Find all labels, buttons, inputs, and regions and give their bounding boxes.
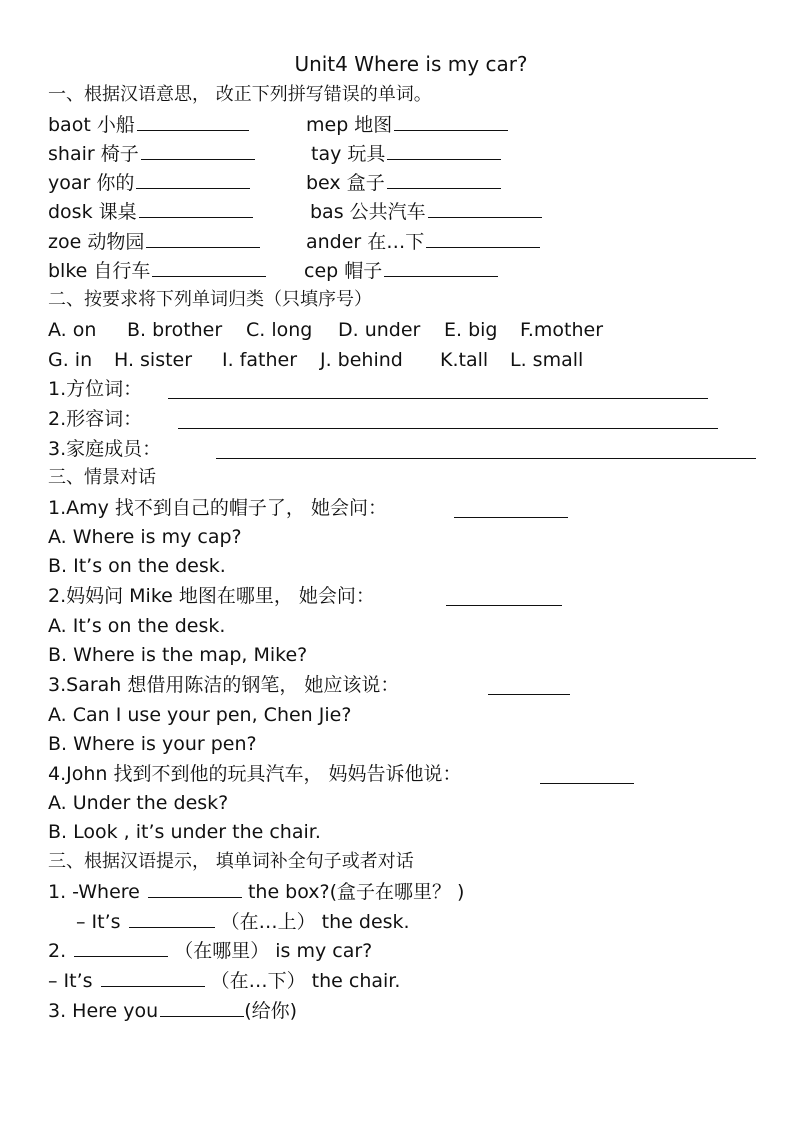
category-label: 1.方位词： [48, 378, 143, 400]
q3-option-b: B. Where is your pen? [48, 733, 257, 755]
q3-option-a: A. Can I use your pen, Chen Jie? [48, 704, 352, 726]
category-locative [48, 374, 142, 404]
fill-line-2 [76, 907, 410, 937]
spelling-item-baot: baot 小船 [48, 114, 135, 136]
spelling-row-5 [48, 227, 425, 257]
spelling-item-ander: ander 在…下 [306, 231, 425, 253]
category-label: 3.家庭成员： [48, 438, 162, 460]
spelling-item-bex: bex 盒子 [306, 172, 385, 194]
spelling-row-6 [48, 256, 383, 286]
spelling-item-shair: shair 椅子 [48, 143, 139, 165]
sentence-start: 2. [48, 940, 67, 962]
option-d: D. under [338, 319, 421, 341]
sentence-end: the box?(盒子在哪里？ ) [247, 881, 465, 903]
sentence-start: 3. Here you [48, 1000, 159, 1022]
fill-line-5 [48, 996, 297, 1026]
answer-blank[interactable] [428, 197, 542, 218]
answer-blank[interactable] [168, 378, 708, 399]
answer-blank[interactable] [101, 966, 205, 987]
section2-heading: 二、按要求将下列单词归类（只填序号） [48, 289, 372, 310]
q1-option-b: B. It’s on the desk. [48, 555, 226, 577]
answer-blank[interactable] [160, 996, 244, 1017]
dialogue-q3 [48, 670, 399, 700]
sentence-start: 1. -Where [48, 881, 140, 903]
answer-blank[interactable] [148, 877, 242, 898]
sentence-end: (给你) [244, 1000, 298, 1022]
option-c: C. long [246, 319, 313, 341]
option-b: B. brother [127, 319, 223, 341]
answer-blank[interactable] [387, 168, 501, 189]
option-i: I. father [222, 349, 298, 371]
answer-blank[interactable] [540, 763, 634, 784]
answer-blank[interactable] [488, 674, 570, 695]
spelling-item-mep: mep 地图 [306, 114, 393, 136]
answer-blank[interactable] [139, 197, 253, 218]
q1-option-a: A. Where is my cap? [48, 526, 242, 548]
section4-heading: 三、根据汉语提示， 填单词补全句子或者对话 [48, 851, 414, 872]
option-j: J. behind [320, 349, 403, 371]
answer-blank[interactable] [146, 227, 260, 248]
dialogue-q2 [48, 581, 375, 611]
q4-option-b: B. Look , it’s under the chair. [48, 821, 321, 843]
spelling-item-bas: bas 公共汽车 [310, 201, 426, 223]
option-g: G. in [48, 349, 93, 371]
spelling-item-zoe: zoe 动物园 [48, 231, 145, 253]
answer-blank[interactable] [178, 408, 718, 429]
section3-heading: 三、情景对话 [48, 467, 156, 488]
question-text: 1.Amy 找不到自己的帽子了， 她会问： [48, 497, 387, 519]
spelling-item-blke: blke 自行车 [48, 260, 151, 282]
option-e: E. big [444, 319, 498, 341]
spelling-row-2 [48, 139, 386, 169]
spelling-row-3 [48, 168, 385, 198]
sentence-start: – It’s [76, 911, 121, 933]
option-a: A. on [48, 319, 97, 341]
option-h: H. sister [114, 349, 193, 371]
answer-blank[interactable] [129, 907, 215, 928]
sentence-start: – It’s [48, 970, 93, 992]
q2-option-a: A. It’s on the desk. [48, 615, 226, 637]
q4-option-a: A. Under the desk? [48, 792, 229, 814]
question-text: 3.Sarah 想借用陈洁的钢笔， 她应该说： [48, 674, 400, 696]
spelling-item-tay: tay 玩具 [311, 143, 386, 165]
answer-blank[interactable] [454, 497, 568, 518]
answer-blank[interactable] [384, 256, 498, 277]
spelling-item-dosk: dosk 课桌 [48, 201, 137, 223]
fill-line-1 [48, 877, 464, 907]
fill-line-4 [48, 966, 400, 996]
category-adjective [48, 404, 142, 434]
answer-blank[interactable] [136, 168, 250, 189]
spelling-row-1 [48, 110, 393, 140]
option-l: L. small [510, 349, 584, 371]
spelling-row-4 [48, 197, 426, 227]
sentence-end: （在…下） the chair. [210, 970, 401, 992]
spelling-item-cep: cep 帽子 [304, 260, 383, 282]
dialogue-q4 [48, 759, 462, 789]
page-title: Unit4 Where is my car? [294, 52, 528, 76]
dialogue-q1 [48, 493, 387, 523]
answer-blank[interactable] [216, 438, 756, 459]
option-k: K.tall [440, 349, 489, 371]
answer-blank[interactable] [394, 110, 508, 131]
answer-blank[interactable] [137, 110, 249, 131]
answer-blank[interactable] [446, 585, 562, 606]
answer-blank[interactable] [152, 256, 266, 277]
question-text: 4.John 找到不到他的玩具汽车， 妈妈告诉他说： [48, 763, 462, 785]
sentence-end: （在哪里） is my car? [174, 940, 373, 962]
fill-line-3 [48, 936, 372, 966]
answer-blank[interactable] [426, 227, 540, 248]
category-label: 2.形容词： [48, 408, 143, 430]
section1-heading: 一、根据汉语意思， 改正下列拼写错误的单词。 [48, 84, 432, 105]
option-f: F.mother [520, 319, 604, 341]
sentence-end: （在…上） the desk. [220, 911, 410, 933]
answer-blank[interactable] [141, 139, 255, 160]
question-text: 2.妈妈问 Mike 地图在哪里， 她会问： [48, 585, 375, 607]
spelling-item-yoar: yoar 你的 [48, 172, 135, 194]
answer-blank[interactable] [74, 936, 168, 957]
q2-option-b: B. Where is the map, Mike? [48, 644, 308, 666]
answer-blank[interactable] [387, 139, 501, 160]
category-family [48, 434, 161, 464]
